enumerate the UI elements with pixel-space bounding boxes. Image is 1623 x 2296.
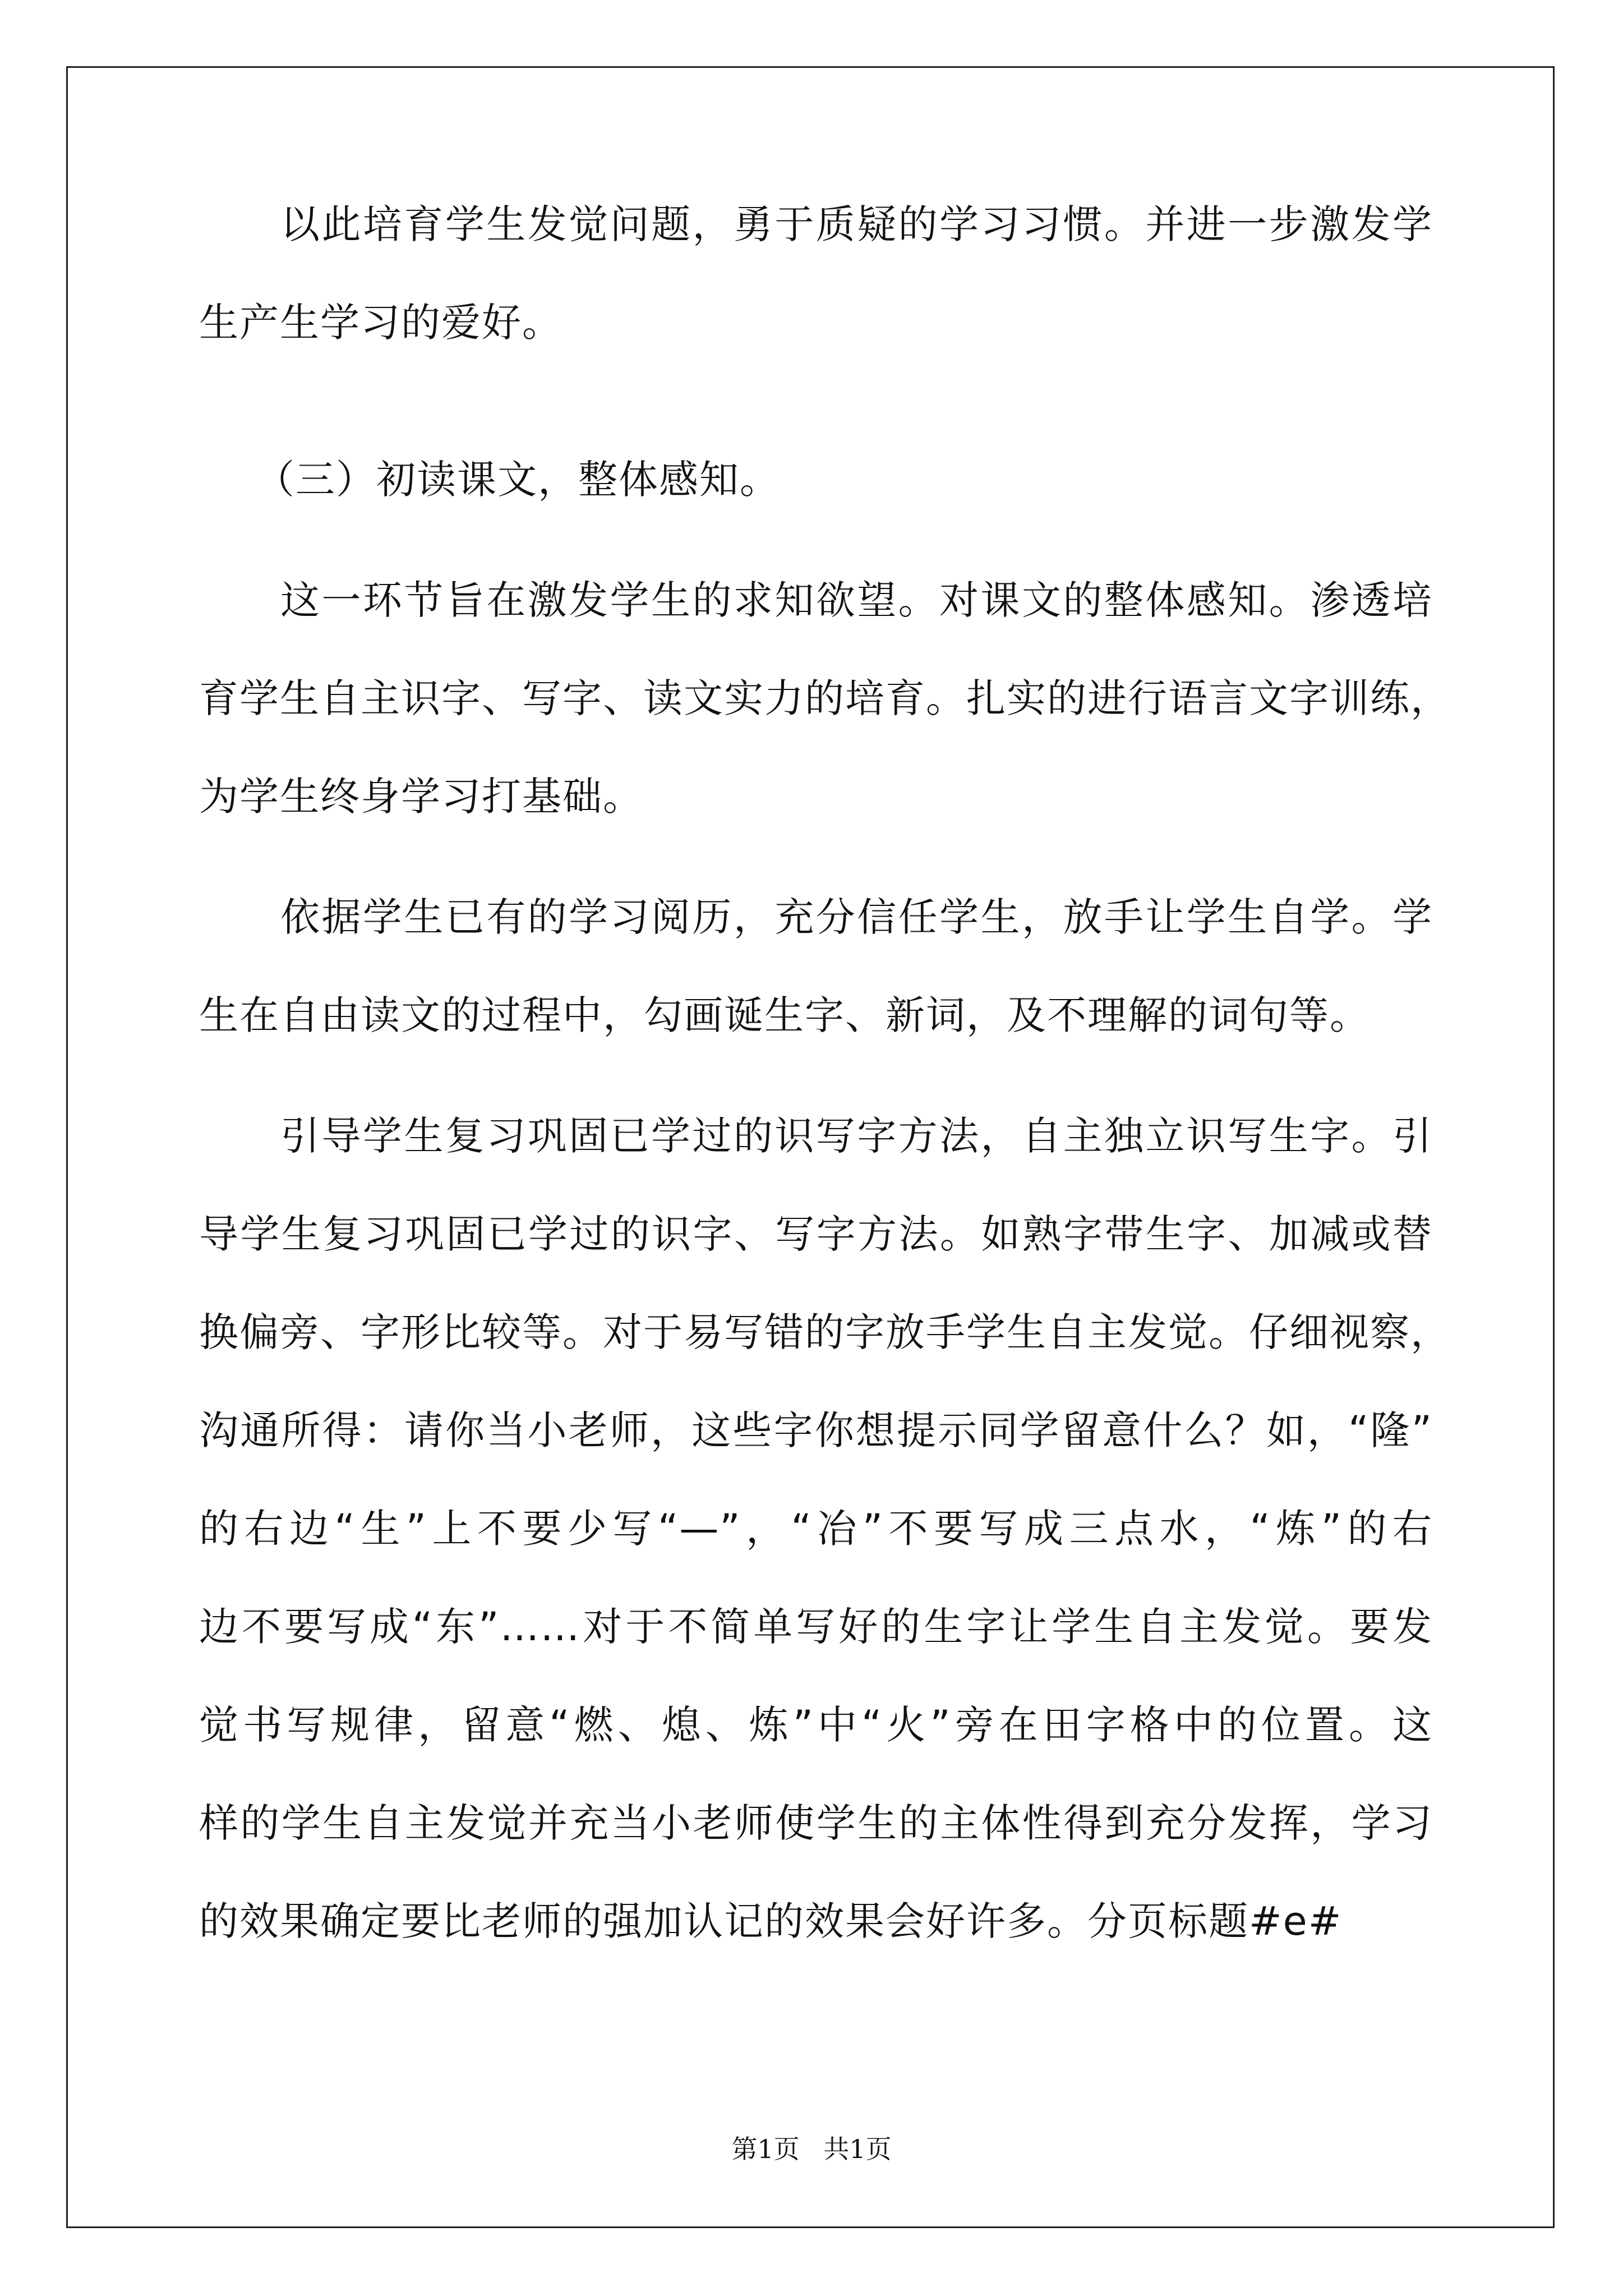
paragraph-line: 导学生复习巩固已学过的识字、写字方法。如熟字带生字、加减或替 bbox=[199, 1211, 1433, 1257]
page-footer bbox=[0, 2129, 1623, 2166]
paragraph-line: 样的学生自主发觉并充当小老师使学生的主体性得到充分发挥，学习 bbox=[199, 1800, 1433, 1846]
paragraph-line: 的右边“生”上不要少写“—”，“冶”不要写成三点水，“炼”的右 bbox=[199, 1506, 1433, 1552]
paragraph-line: 生在自由读文的过程中，勾画诞生字、新词，及不理解的词句等。 bbox=[199, 992, 1370, 1038]
paragraph-line: 为学生终身学习打基础。 bbox=[199, 774, 643, 820]
paragraph-line: 依据学生已有的学习阅历，充分信任学生，放手让学生自学。学 bbox=[280, 894, 1433, 940]
paragraph-line: 生产生学习的爱好。 bbox=[199, 300, 562, 346]
paragraph-line: 换偏旁、字形比较等。对于易写错的字放手学生自主发觉。仔细视察， bbox=[199, 1309, 1451, 1355]
paragraph-line: 的效果确定要比老师的强加认记的效果会好许多。分页标题#e# bbox=[199, 1898, 1343, 1944]
paragraph-line: 觉书写规律，留意“燃、熄、炼”中“火”旁在田字格中的位置。这 bbox=[199, 1702, 1433, 1748]
page-number: 第1页 bbox=[731, 2134, 800, 2164]
paragraph-line: 育学生自主识字、写字、读文实力的培育。扎实的进行语言文字训练， bbox=[199, 675, 1451, 721]
paragraph-line: 沟通所得：请你当小老师，这些字你想提示同学留意什么？如，“隆” bbox=[199, 1407, 1433, 1453]
paragraph-line: 边不要写成“东”……对于不简单写好的生字让学生自主发觉。要发 bbox=[199, 1604, 1433, 1650]
section-heading: （三）初读课文，整体感知。 bbox=[255, 457, 780, 503]
page-total: 共1页 bbox=[823, 2134, 892, 2164]
paragraph-line: 以此培育学生发觉问题，勇于质疑的学习习惯。并进一步激发学 bbox=[280, 201, 1433, 247]
paragraph-line: 这一环节旨在激发学生的求知欲望。对课文的整体感知。渗透培 bbox=[280, 577, 1433, 623]
paragraph-line: 引导学生复习巩固已学过的识写字方法，自主独立识写生字。引 bbox=[280, 1113, 1433, 1159]
